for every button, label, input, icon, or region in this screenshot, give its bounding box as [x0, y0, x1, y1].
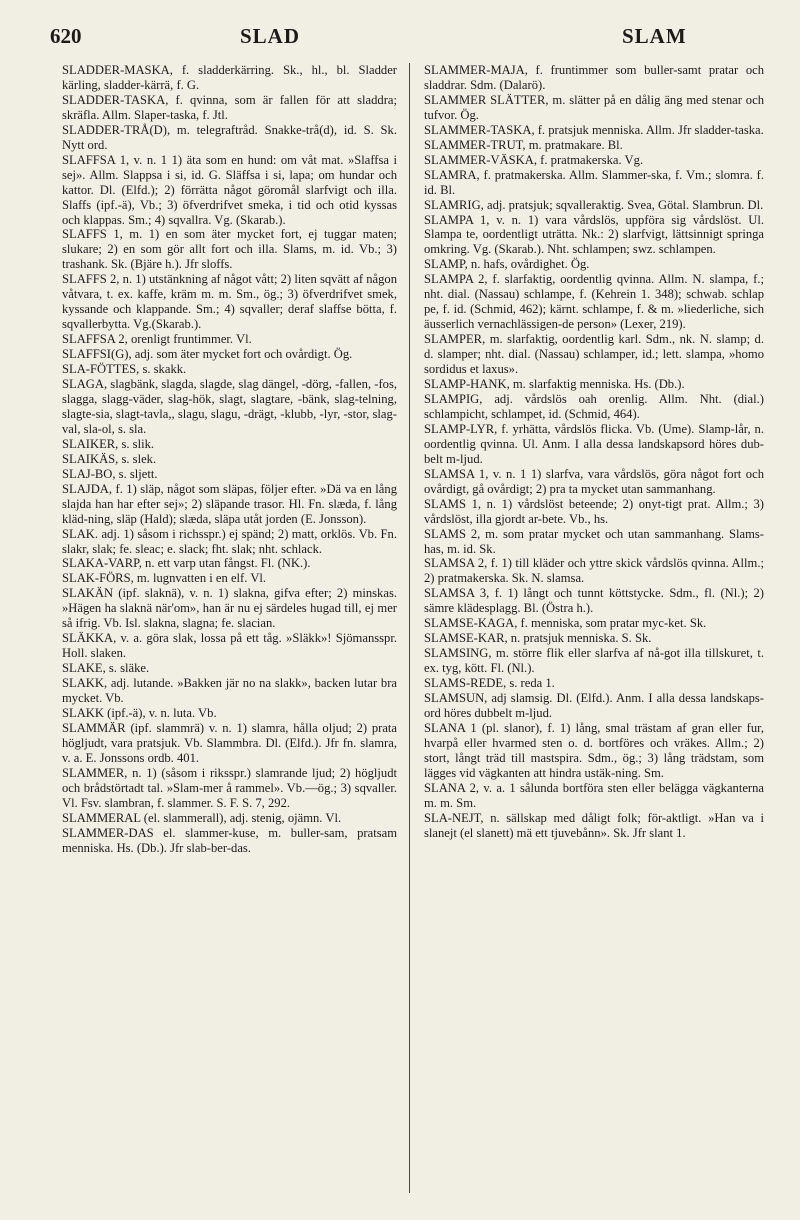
dictionary-entry: SLAK. adj. 1) såsom i richsspr.) ej spänd; 2) matt, orklös. Vb. Fn. slakr, slak; fe. sleac; e. slack; fht. slak; nht. schlack. — [62, 526, 397, 556]
dictionary-entry: SLAMMER-DAS el. slammer-kuse, m. buller-sam, pratsam menniska. Hs. (Db.). Jfr slab-ber-das. — [62, 825, 397, 855]
dictionary-entry: SLANA 2, v. a. 1 sålunda bortföra sten eller belägga vägkanterna m. m. Sm. — [424, 780, 764, 810]
dictionary-entry: SLÄKKA, v. a. göra slak, lossa på ett tåg. »Släkk»! Sjömansspr. Holl. slaken. — [62, 631, 397, 661]
dictionary-entry: SLAK-FÖRS, m. lugnvatten i en elf. Vl. — [62, 571, 267, 586]
dictionary-entry: SLADDER-TASKA, f. qvinna, som är fallen för att sladdra; skräfla. Allm. Slaper-taska, f. Jtl. — [62, 92, 397, 122]
dictionary-entry: SLAMMER SLÄTTER, m. slätter på en dålig äng med stenar och tufvor. Ög. — [424, 92, 764, 122]
dictionary-entry: SLAMSA 2, f. 1) till kläder och yttre skick vårdslös qvinna. Allm.; 2) pratmakerska. Sk. N. slamsa. — [424, 556, 764, 586]
dictionary-entry: SLAMPER, m. slarfaktig, oordentlig karl. Sdm., nk. N. slamp; d. d. slamper; nht. dial. (Nassau) schlamper, id.; lett. slampa, »homo sordidus et laxus». — [424, 332, 764, 377]
dictionary-entry: SLAMS 2, m. som pratar mycket och utan sammanhang. Slams-has, m. id. Sk. — [424, 526, 764, 556]
running-header — [40, 24, 770, 52]
dictionary-entry: SLA-NEJT, n. sällskap med dåligt folk; för-aktligt. »Han va i slanejt (el slanett) mä ett tjuvebånn». Sk. Jfr slant 1. — [424, 810, 764, 840]
dictionary-entry: SLAMP-LYR, f. yrhätta, vårdslös flicka. Vb. (Ume). Slamp-lår, n. oordentlig qvinna. Ul. Anm. I alla dessa landskapsord höres dub-belt m-ljud. — [424, 421, 764, 466]
dictionary-entry: SLAMSE-KAGA, f. menniska, som pratar myc-ket. Sk. — [424, 616, 707, 631]
left-running-head: SLAD — [240, 24, 301, 48]
dictionary-entry: SLAIKER, s. slik. — [62, 436, 155, 451]
dictionary-entry: SLADDER-MASKA, f. sladderkärring. Sk., hl., bl. Sladder kärling, sladder-kärrä, f. G. — [62, 63, 397, 92]
dictionary-entry: SLAFFSA 2, orenligt fruntimmer. Vl. — [62, 332, 252, 347]
dictionary-entry: SLADDER-TRÅ(D), m. telegraftråd. Snakke-trå(d), id. S. Sk. Nytt ord. — [62, 122, 397, 152]
dictionary-entry: SLAMSE-KAR, n. pratsjuk menniska. S. Sk. — [424, 631, 652, 646]
dictionary-entry: SLAMMERAL (el. slammerall), adj. stenig, ojämn. Vl. — [62, 810, 342, 825]
right-running-head: SLAM — [622, 24, 687, 48]
dictionary-entry: SLAGA, slagbänk, slagda, slagde, slag dängel, -dörg, -fallen, -fos, slagga, slagg-väder, slag-hök, slagt, slagtare, -bänk, slag-telning, slagte-sia, slagt-tavla,, slagu, slagu, -drägt, -klubb, -lyr, -stor, slag-val, sla-ol, s. sla. — [62, 377, 397, 436]
dictionary-entry: SLAMPIG, adj. vårdslös oah orenlig. Allm. Nht. (dial.) schlampicht, schlampet, id. (Schmid, 464). — [424, 391, 764, 421]
dictionary-entry: SLAMRIG, adj. pratsjuk; sqvalleraktig. Svea, Götal. Slambrun. Dl. — [424, 197, 764, 212]
dictionary-entry: SLANA 1 (pl. slanor), f. 1) lång, smal trästam af gran eller fur, hvarpå eller hvarmed sten o. d. bortföres och vräkes. Allm.; 2) stort, långt träd till mastspira. Sdm., ög.; 3) lång trädstam, som lägges vid vägkanten att hindra ustäk-ning. Sm. — [424, 720, 764, 780]
dictionary-entry: SLAMMER-TRUT, m. pratmakare. Bl. — [424, 137, 623, 152]
dictionary-entry: SLAMS-REDE, s. reda 1. — [424, 676, 555, 691]
dictionary-entry: SLA-FÖTTES, s. skakk. — [62, 362, 187, 377]
dictionary-entry: SLAFFSI(G), adj. som äter mycket fort och ovårdigt. Ög. — [62, 347, 353, 362]
dictionary-entry: SLAKK, adj. lutande. »Bakken jär no na slakk», backen lutar bra mycket. Vb. — [62, 676, 397, 706]
dictionary-entry: SLAMSA 3, f. 1) långt och tunnt köttstycke. Sdm., fl. (Nl.); 2) sämre klädesplagg. Bl. (Östra h.). — [424, 586, 764, 616]
page-number: 620 — [50, 24, 82, 48]
dictionary-entry: SLAFFSA 1, v. n. 1 1) äta som en hund: om våt mat. »Slaffsa i sej». Allm. Slappsa i si, id. G. Släffsa i si, lapa; om hundar och kattor. Dl. (Elfd.); 2) förrätta något göromål slarfvigt och illa. Slaffs (ipf.-ä), Vb.; 3) öfverdrifvet smeka, i tid och otid kyssas och klappas. Sm.; 4) sqvallra. Vg. (Skarab.). — [62, 152, 397, 227]
dictionary-entry: SLAMMER, n. 1) (såsom i riksspr.) slamrande ljud; 2) högljudt och brådstörtadt tal. »Slam-mer å rammel». Vb.—ög.; 3) sqvaller. Vl. Fsv. slambran, f. slammer. S. F. S. 7, 292. — [62, 765, 397, 810]
dictionary-entry: SLAMPA 2, f. slarfaktig, oordentlig qvinna. Allm. N. slampa, f.; nht. dial. (Nassau) schlampe, f. (Kehrein 1. 348); schwab. schlap pe, f. id. (Schmid, 462); kärnt. schlampe, f. & m. »liederliche, sich äusserlich vernachlässigen-de person» (Lexer, 219). — [424, 272, 764, 332]
left-column — [62, 63, 397, 1203]
dictionary-entry: SLAMMER-VÄSKA, f. pratmakerska. Vg. — [424, 152, 644, 167]
dictionary-entry: SLAMSUN, adj slamsig. Dl. (Elfd.). Anm. I alla dessa landskaps-ord höres dubbelt m-ljud. — [424, 691, 764, 720]
dictionary-entry: SLAMSA 1, v. n. 1 1) slarfva, vara vårdslös, göra något fort och ovårdigt, gå ovårdigt; 2) pra ta mycket utan sammanhang. — [424, 466, 764, 496]
dictionary-entry: SLAMPA 1, v. n. 1) vara vårdslös, uppföra sig vårdslöst. Ul. Slampa te, oordentligt uträtta. Nk.: 2) slarfvigt, lättsinnigt springa omkring. Vg. (Skarab.). Nht. schlampen; swz. schlampen. — [424, 212, 764, 257]
dictionary-entry: SLAFFS 1, m. 1) en som äter mycket fort, ej tuggar maten; slukare; 2) en som gör allt fort och illa. Slams, m. id. Vb.; 3) trashank. Sk. (Bjäre h.). Jfr sloffs. — [62, 227, 397, 272]
dictionary-entry: SLAJ-BO, s. sljett. — [62, 466, 158, 481]
right-column — [424, 63, 764, 1203]
dictionary-entry: SLAMRA, f. pratmakerska. Allm. Slammer-ska, f. Vm.; slomra. f. id. Bl. — [424, 167, 764, 197]
dictionary-entry: SLAMMÄR (ipf. slammrä) v. n. 1) slamra, hålla oljud; 2) prata högljudt, vara pratsjuk. Vb. Slammbra. Dl. (Elfd.). Jfr fn. slamra, v. a. E. Jonssons ordb. 401. — [62, 720, 397, 765]
dictionary-entry: SLAKK (ipf.-ä), v. n. luta. Vb. — [62, 705, 217, 720]
dictionary-entry: SLAMP-HANK, m. slarfaktig menniska. Hs. (Db.). — [424, 377, 685, 392]
dictionary-entry: SLAIKÄS, s. slek. — [62, 451, 157, 466]
dictionary-entry: SLAMP, n. hafs, ovårdighet. Ög. — [424, 257, 590, 272]
column-divider — [409, 63, 410, 1193]
dictionary-entry: SLAMMER-TASKA, f. pratsjuk menniska. Allm. Jfr sladder-taska. — [424, 122, 764, 137]
dictionary-entry: SLAMS 1, n. 1) vårdslöst beteende; 2) onyt-tigt prat. Allm.; 3) vårdslöst, illa gjordt ar-bete. Vb., hs. — [424, 496, 764, 526]
dictionary-entry: SLAJDA, f. 1) släp, något som släpas, följer efter. »Dä va en lång slajda han har efter sej»; 2) släpande trasor. Hl. Fn. slæda, f. lång kläd-ning, släp (Hald); slæda, släpa utåt jorden (E. Jonsson). — [62, 481, 397, 526]
dictionary-entry: SLAKA-VARP, n. ett varp utan fångst. Fl. (NK.). — [62, 556, 311, 571]
dictionary-entry: SLAMMER-MAJA, f. fruntimmer som buller-samt pratar och sladdrar. Sdm. (Dalarö). — [424, 63, 764, 92]
dictionary-entry: SLAKE, s. släke. — [62, 661, 150, 676]
dictionary-entry: SLAKÄN (ipf. slaknä), v. n. 1) slakna, gifva efter; 2) minskas. »Hägen ha slaknä när'om», han är nu ej särdeles hugad till, ej mer så ifrig. Vb. Isl. slakna, slagna; fe. slacian. — [62, 586, 397, 631]
dictionary-entry: SLAFFS 2, n. 1) utstänkning af något vått; 2) liten sqvätt af någon våtvara, t. ex. kaffe, kräm m. m. Sm., ög.; 3) öfverdrifvet smek, kyssande och klappande. Sm.; 4) sqvaller; deraf slaffse bötta, f. sqvallerbytta. Vg.(Skarab.). — [62, 272, 397, 332]
dictionary-entry: SLAMSING, m. större flik eller slarfva af nå-got illa tillskuret, t. ex. tyg, kött. Fl. (Nl.). — [424, 646, 764, 676]
